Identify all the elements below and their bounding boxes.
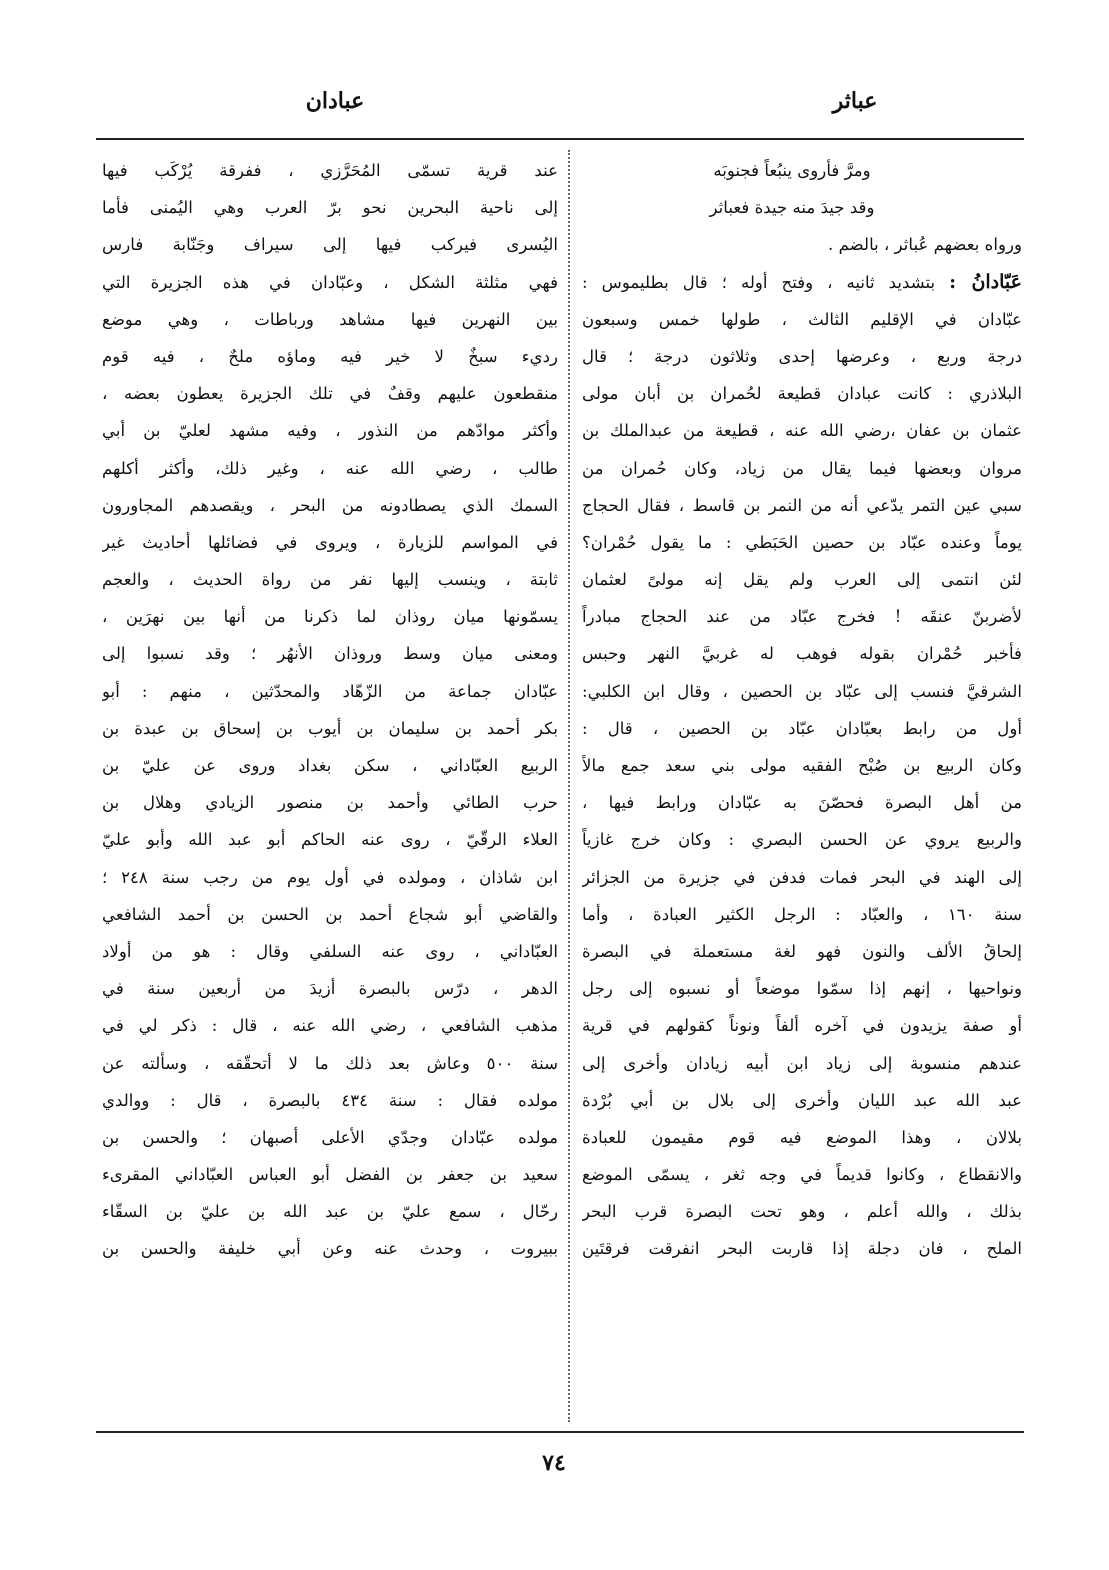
- text-line: بكر أحمد بن سليمان بن أيوب بن إسحاق بن عبدة بن: [102, 718, 558, 738]
- text-line: إلحاقُ الألف والنون فهو لغة مستعملة في البصرة: [582, 941, 1022, 961]
- text-line: إلى ناحية البحرين نحو برّ العرب وهي اليُمنى فأما: [102, 198, 558, 218]
- column-divider: [568, 150, 570, 1422]
- text-line: عبد الله عبد الليان وأخرى إلى بلال بن أبي بُرْدة: [582, 1090, 1022, 1110]
- text-line: السمك الذي يصطادونه من البحر ، ويقصدهم المجاورون: [102, 495, 558, 515]
- text-line: رديء سبخٌ لا خير فيه وماؤه ملحٌ ، فيه قوم: [102, 346, 558, 366]
- text-line: اليُسرى فيركب فيها إلى سيراف وجَنّابة فارس: [102, 235, 558, 255]
- poem-line: ومرَّ فأروى ينبُعاً فجنوبَه: [713, 161, 871, 180]
- text-line: مذهب الشافعي ، رضي الله عنه ، قال : ذكر لي في: [102, 1016, 558, 1036]
- text-line: ونواحيها ، إنهم إذا سمّوا موضعاً أو نسبوه إلى رجل: [582, 979, 1022, 999]
- text-line: لأضربنّ عنقَه ! فخرج عبّاد من عند الحجاج مبادراً: [582, 607, 1022, 627]
- text-line: وكان الربيع بن صُبْح الفقيه مولى بني سعد جمع مالاً: [582, 756, 1022, 775]
- text-line: ومعنى ميان وسط وروذان الأنهُر ؛ وقد نسبوا إلى: [102, 644, 558, 664]
- text-line: سبي عين التمر يدّعي أنه من النمر بن قاسط ، فقال الحجاج: [582, 495, 1022, 515]
- text-line: مولده عبّادان وجدّي الأعلى أصبهان ؛ والحسن بن: [102, 1127, 558, 1147]
- text-line: والانقطاع ، وكانوا قديماً في وجه ثغر ، يسمّى الموضع: [582, 1165, 1022, 1185]
- header-right-word: عباثر: [832, 88, 878, 114]
- text-line: ببيروت ، وحدث عنه وعن أبي خليفة والحسن بن: [102, 1239, 558, 1259]
- text-line: يسمّونها ميان روذان لما ذكرنا من أنها بين نهرَين ،: [102, 607, 558, 627]
- entry-heading-rest: بتشديد ثانيه ، وفتح أوله ؛ قال بطليموس :: [582, 272, 936, 292]
- text-line: مولده فقال : سنة ٤٣٤ بالبصرة ، قال : ووالدي: [102, 1090, 558, 1110]
- text-line: الملح ، فان دجلة إذا قاربت البحر انفرقت فرقتَين: [582, 1239, 1022, 1259]
- footer-rule: [96, 1431, 1024, 1433]
- text-line: يوماً وعنده عبّاد بن حصين الحَبَطي : ما يقول حُمْران؟: [582, 532, 1022, 552]
- text-line: في المواسم للزيارة ، ويروى في فضائلها أحاديث غير: [102, 532, 558, 552]
- text-line: عندهم منسوبة إلى زياد ابن أبيه زيادان وأخرى إلى: [582, 1053, 1022, 1073]
- text-line: بين النهرين فيها مشاهد ورباطات ، وهي موضع: [102, 309, 558, 329]
- text-line: وأكثر موادّهم من النذور ، وفيه مشهد لعليّ بن أبي: [102, 421, 558, 441]
- header-left-word: عبادان: [305, 88, 365, 114]
- text-line: عبّادان جماعة من الزّهّاد والمحدّثين ، منهم : أبو: [102, 681, 558, 701]
- text-line: والقاضي أبو شجاع أحمد بن الحسن بن أحمد الشافعي: [102, 904, 558, 924]
- text-line: مروان وبعضها فيما يقال من زياد، وكان حُمران من: [582, 458, 1022, 478]
- text-line: ورواه بعضهم عُباثر ، بالضم .: [828, 235, 1022, 255]
- text-line: إلى الهند في البحر فمات فدفن في جزيرة من الجزائر: [582, 867, 1022, 887]
- text-line: ثابتة ، وينسب إليها نفر من رواة الحديث ، والعجم: [102, 570, 558, 590]
- right-column: [582, 152, 1022, 1268]
- text-line: منقطعون عليهم وقفٌ في تلك الجزيرة يعطون بعضه ،: [102, 384, 558, 404]
- text-line: عبّادان في الإقليم الثالث ، طولها خمس وسبعون: [582, 309, 1022, 329]
- entry-headword: عَبّادانُ :: [949, 270, 1022, 293]
- text-line: بذلك ، والله أعلم ، وهو تحت البصرة قرب البحر: [582, 1202, 1022, 1222]
- text-line: من أهل البصرة فحصّنَ به عبّادان ورابط فيها ،: [582, 793, 1022, 813]
- text-line: ابن شاذان ، ومولده في أول يوم من رجب سنة ٢٤٨ ؛: [102, 867, 558, 887]
- text-line: سنة ٥٠٠ وعاش بعد ذلك ما لا أتحقّقه ، وسألته عن: [102, 1053, 558, 1073]
- text-line: العبّاداني ، روى عنه السلفي وقال : هو من أولاد: [102, 941, 558, 961]
- text-line: البلاذري : كانت عبادان قطيعة لحُمران بن أبان مولى: [582, 384, 1022, 404]
- text-line: سنة ١٦٠ ، والعبّاد : الرجل الكثير العبادة ، وأما: [582, 904, 1022, 924]
- text-line: فهي مثلثة الشكل ، وعبّادان في هذه الجزيرة التي: [102, 272, 558, 292]
- text-line: طالب ، رضي الله عنه ، وغير ذلك، وأكثر أكلهم: [102, 458, 558, 478]
- left-column: [102, 152, 558, 1268]
- text-line: رحّال ، سمع عليّ بن عبد الله بن عليّ بن السقّاء: [102, 1202, 558, 1222]
- text-line: حرب الطائي وأحمد بن منصور الزيادي وهلال بن: [102, 793, 558, 813]
- text-line: عثمان بن عفان ،رضي الله عنه ، قطيعة من عبدالملك بن: [582, 421, 1022, 441]
- header-rule: [96, 138, 1024, 140]
- running-header: [0, 88, 1109, 128]
- text-line: لئن انتمى إلى العرب ولم يقل إنه مولىً لعثمان: [582, 570, 1022, 590]
- text-line: درجة وربع ، وعرضها إحدى وثلاثون درجة ؛ قال: [582, 346, 1022, 366]
- entry-heading-line: [582, 264, 1022, 301]
- text-line: عند قرية تسمّى المُحَرَّزي ، ففرقة يُرْكَب فيها: [102, 161, 558, 180]
- text-line: الشرقيَّ فنسب إلى عبّاد بن الحصين ، وقال ابن الكلبي:: [582, 681, 1022, 701]
- text-line: بلالان ، وهذا الموضع فيه قوم مقيمون للعبادة: [582, 1127, 1022, 1147]
- text-line: فأخبر حُمْران بقوله فوهب له غربيَّ النهر وحبس: [582, 644, 1022, 664]
- text-line: الربيع العبّاداني ، سكن بغداد وروى عن عليّ بن: [102, 756, 558, 775]
- page-number: ٧٤: [542, 1450, 566, 1476]
- text-line: العلاء الرقّيّ ، روى عنه الحاكم أبو عبد الله وأبو عليّ: [102, 830, 558, 850]
- text-line: سعيد بن جعفر بن الفضل أبو العباس العبّاداني المقرىء: [102, 1165, 558, 1185]
- text-line: أول من رابط بعبّادان عبّاد بن الحصين ، قال :: [582, 718, 1022, 738]
- text-line: أو صفة يزيدون في آخره ألفاً ونوناً كقولهم في قرية: [582, 1016, 1022, 1036]
- text-line: الدهر ، درّس بالبصرة أزيدَ من أربعين سنة في: [102, 979, 558, 999]
- text-line: والربيع يروي عن الحسن البصري : وكان خرج غازياً: [582, 830, 1022, 850]
- poem-line: وقد جيدَ منه جيدة فعباثر: [709, 198, 875, 218]
